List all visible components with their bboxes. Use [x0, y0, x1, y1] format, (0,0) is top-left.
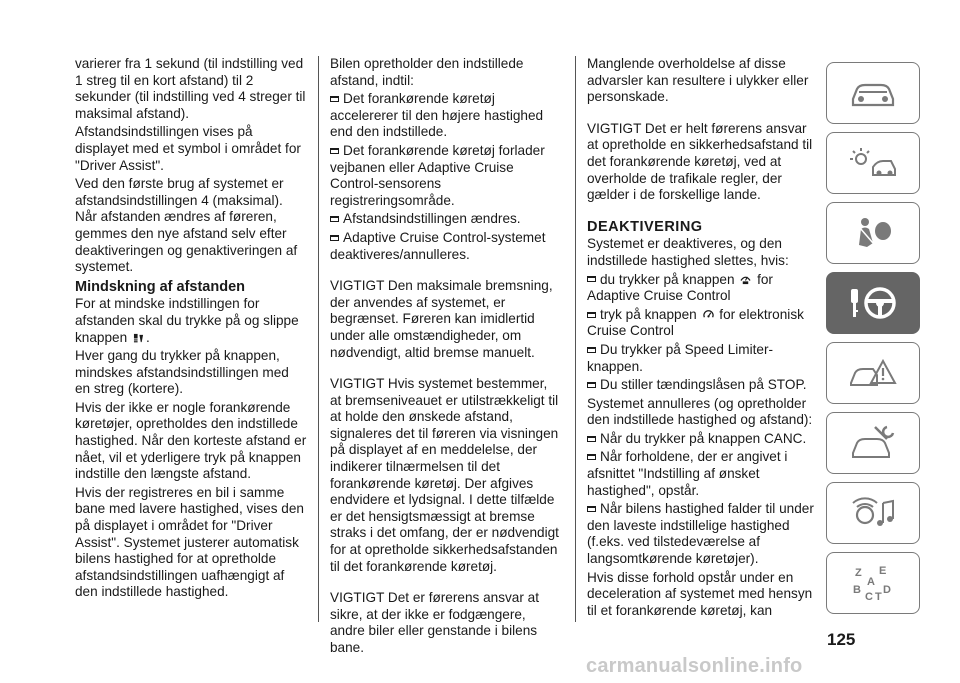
- bullet-item: [587, 377, 819, 394]
- warning-paragraph: VIGTIGT Det er helt førerens ansvar at opretholde en sikkerhedsafstand til det forankørende køretøj, ved at overholde de trafikale regler, der gælder i de forskellige lande.: [587, 120, 813, 203]
- bullet-text: Du stiller tændingslåsen på STOP.: [600, 377, 807, 393]
- bullet-item: [587, 342, 819, 375]
- section-heading: DEAKTIVERING: [587, 218, 703, 235]
- car-icon: [847, 73, 899, 113]
- paragraph: [75, 296, 307, 346]
- bullet-item: [587, 449, 819, 499]
- svg-text:D: D: [883, 584, 891, 596]
- bullet-item: [330, 230, 562, 263]
- section-heading: Mindskning af afstanden: [75, 278, 245, 295]
- svg-text:A: A: [867, 576, 875, 588]
- tab-warning-lights[interactable]: [826, 132, 920, 194]
- multimedia-icon: [847, 493, 899, 533]
- paragraph-text: .: [145, 329, 150, 345]
- bullet-text: for Adaptive Cruise Control: [587, 271, 773, 304]
- column-separator: [318, 56, 319, 622]
- watermark: carmanualsonline.info: [586, 655, 803, 677]
- airbag-seatbelt-icon: [847, 213, 899, 253]
- tab-safety[interactable]: [826, 202, 920, 264]
- svg-text:E: E: [879, 565, 887, 577]
- bullet-text: Du trykker på Speed Limiter-knappen.: [587, 341, 774, 374]
- paragraph: Afstandsindstillingen vises på displayet med et symbol i området for "Driver Assist".: [75, 124, 301, 173]
- bullet-icon: [330, 216, 339, 222]
- bullet-text: tryk på knappen: [600, 306, 697, 322]
- bullet-text: Afstandsindstillingen ændres.: [343, 211, 521, 227]
- bullet-icon: [587, 382, 596, 388]
- text-column-1: [75, 56, 307, 603]
- paragraph: Hvis der ikke er nogle forankørende køretøjer, opretholdes den indstillede hastighed. Når den korteste afstand er nået, vil et yderligere tryk på knappen indstille den længste afstand.: [75, 399, 307, 482]
- bullet-text: for elektronisk Cruise Control: [587, 306, 804, 339]
- cruise-control-button-icon: [703, 310, 714, 320]
- car-crash-warning-icon: [847, 353, 899, 393]
- bullet-item: [330, 91, 562, 141]
- page-number: 125: [827, 630, 856, 649]
- bullet-icon: [587, 276, 596, 282]
- bullet-item: [587, 431, 819, 448]
- paragraph: Hvis disse forhold opstår under en deceleration af systemet med hensyn til et forankørende køretøj, kan: [587, 569, 813, 618]
- warning-paragraph: VIGTIGT Den maksimale bremsning, der anvendes af systemet, er begrænset. Føreren kan imidlertid under alle omstændigheder, om nødvendigt, altid bremse manuelt.: [330, 278, 553, 360]
- wrench-car-icon: [847, 423, 899, 463]
- bullet-icon: [587, 347, 596, 353]
- tab-maintenance[interactable]: [826, 412, 920, 474]
- bullet-icon: [330, 235, 339, 241]
- bullet-text: Adaptive Cruise Control-systemet deaktiveres/annulleres.: [330, 229, 546, 262]
- paragraph: Bilen opretholder den indstillede afstand, indtil:: [330, 56, 524, 88]
- adaptive-cruise-button-icon: [740, 275, 751, 285]
- paragraph: varierer fra 1 sekund (til indstilling ved 1 streg til en kort afstand) til 2 sekunder (til indstilling ved 4 streger til maksimal afstand).: [75, 56, 306, 121]
- warning-paragraph: VIGTIGT Det er førerens ansvar at sikre, at der ikke er fodgængere, andre biler eller genstande i bilens bane.: [330, 590, 540, 655]
- bullet-icon: [587, 506, 596, 512]
- svg-text:Z: Z: [855, 567, 862, 579]
- bullet-icon: [587, 312, 596, 318]
- paragraph: Ved den første brug af systemet er afstandsindstillingen 4 (maksimal). Når afstanden ændres af føreren, gemmes den nye afstand selv efter deaktiveringen og genaktiveringen af systemet.: [75, 176, 298, 275]
- tab-index[interactable]: [826, 552, 920, 614]
- bullet-item: [330, 211, 562, 228]
- alphabet-index-icon: [847, 563, 899, 603]
- bullet-item: [587, 501, 819, 567]
- bullet-item: [587, 307, 819, 340]
- bullet-icon: [587, 436, 596, 442]
- svg-text:C: C: [865, 591, 873, 603]
- svg-text:B: B: [853, 584, 861, 596]
- tab-multimedia[interactable]: [826, 482, 920, 544]
- bullet-text: Når forholdene, der er angivet i afsnittet "Indstilling af ønsket hastighed", opstår.: [587, 449, 788, 498]
- paragraph: Systemet annulleres (og opretholder den indstillede hastighed og afstand):: [587, 395, 813, 428]
- bullet-text: Når du trykker på knappen CANC.: [600, 430, 807, 446]
- bullet-icon: [587, 454, 596, 460]
- tab-vehicle[interactable]: [826, 62, 920, 124]
- paragraph: Manglende overholdelse af disse advarsler kan resultere i ulykker eller personskade.: [587, 56, 809, 105]
- column-separator: [575, 56, 576, 622]
- bullet-text: Det forankørende køretøj forlader vejbanen eller Adaptive Cruise Control-sensorens registreringsområde.: [330, 142, 545, 208]
- paragraph-text: For at mindske indstillingen for afstanden skal du trykke på og slippe knappen: [75, 296, 299, 345]
- warning-lights-icon: [847, 143, 899, 183]
- tab-starting-driving[interactable]: [826, 272, 920, 334]
- bullet-item: [587, 272, 819, 305]
- text-column-2: [330, 56, 562, 659]
- paragraph: Hver gang du trykker på knappen, mindskes afstandsindstillingen med en streg (kortere).: [75, 348, 289, 397]
- distance-button-icon: [133, 333, 144, 343]
- paragraph: Systemet er deaktiveres, og den indstillede hastighed slettes, hvis:: [587, 236, 789, 268]
- chapter-tabs: [826, 62, 920, 622]
- warning-paragraph: VIGTIGT Hvis systemet bestemmer, at bremseniveauet er utilstrækkeligt til at holde den ønskede afstand, signaleres det til føreren via visningen på displayet af en meddelelse, der indikerer tilnærmelsen til det forankørende køretøj. Der afgives endvidere et lydsignal. I dette tilfælde er det hensigtsmæssigt at bremse straks i det omfang, der er nødvendigt for at opretholde sikkerhedsafstanden til det forankørende køretøj.: [330, 376, 559, 574]
- bullet-item: [330, 143, 562, 209]
- text-column-3: [587, 56, 819, 621]
- bullet-text: Det forankørende køretøj accelererer til den højere hastighed end den indstillede.: [330, 91, 544, 140]
- svg-text:T: T: [875, 591, 882, 603]
- bullet-text: du trykker på knappen: [600, 271, 735, 287]
- bullet-icon: [330, 96, 339, 102]
- tab-emergency[interactable]: [826, 342, 920, 404]
- key-steering-wheel-icon: [847, 283, 899, 323]
- bullet-icon: [330, 148, 339, 154]
- paragraph: Hvis der registreres en bil i samme bane med lavere hastighed, vises den på displayet i området for "Driver Assist". Systemet justerer automatisk bilens hastighed for at opretholde afstandsindstillingen uafhængigt af den indstillede hastighed.: [75, 484, 304, 600]
- bullet-text: Når bilens hastighed falder til under den laveste indstillelige hastighed (f.eks. ved tilstedeværelse af langsomtkørende køretøjer).: [587, 501, 814, 567]
